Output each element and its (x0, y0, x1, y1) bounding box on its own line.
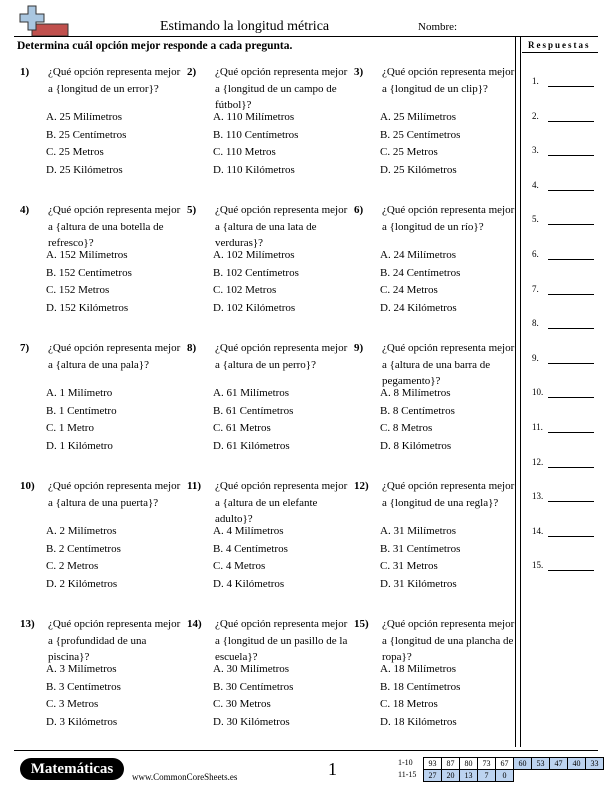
answer-number: 1. (532, 76, 539, 86)
question-text: ¿Qué opción representa mejor a {longitud de un error}? (48, 66, 181, 95)
site-url: www.CommonCoreSheets.es (132, 772, 238, 782)
score-cell: 47 (549, 757, 568, 770)
answer-blank[interactable] (548, 121, 594, 122)
score-row-label: 11-15 (398, 770, 417, 779)
question-text: ¿Qué opción representa mejor a {altura de un perro}? (215, 342, 348, 371)
question-text: ¿Qué opción representa mejor a {longitud de una plancha de ropa}? (382, 618, 515, 663)
question-number: 5) (187, 204, 197, 216)
option-item: C. 2 Metros (46, 560, 99, 572)
option-item: C. 3 Metros (46, 698, 99, 710)
option-item: C. 25 Metros (380, 146, 438, 158)
page-title: Estimando la longitud métrica (160, 19, 330, 34)
option-item: C. 61 Metros (213, 422, 271, 434)
answer-number: 4. (532, 179, 539, 190)
answer-number: 5. (532, 214, 539, 225)
option-item: D. 30 Kilómetros (213, 715, 290, 728)
option-item: B. 152 Centímetros (46, 266, 132, 279)
answer-blank[interactable] (548, 501, 594, 502)
options-list (380, 385, 455, 455)
question-text: ¿Qué opción representa mejor a {longitud de un clip}? (382, 66, 515, 95)
answer-line[interactable] (532, 318, 539, 328)
options-list (46, 385, 117, 455)
option-item: C. 31 Metros (380, 560, 438, 572)
option-item: B. 4 Centímetros (213, 542, 288, 555)
option-item: B. 110 Centímetros (213, 128, 299, 141)
option-item: B. 25 Centímetros (380, 128, 461, 141)
options-list (46, 109, 126, 179)
answer-line[interactable] (532, 491, 543, 501)
option-item: A. 25 Milímetros (46, 111, 123, 123)
option-item: A. 31 Milímetros (380, 525, 457, 537)
answer-blank[interactable] (548, 570, 594, 571)
brand-logo: Matemáticas (20, 758, 124, 780)
option-item: B. 102 Centímetros (213, 266, 299, 279)
score-cell: 33 (585, 757, 604, 770)
answer-line[interactable] (532, 422, 543, 432)
answer-line[interactable] (532, 457, 543, 467)
option-item: C. 4 Metros (213, 560, 266, 572)
score-cell: 13 (459, 769, 478, 782)
answer-line[interactable] (532, 387, 543, 397)
option-item: D. 2 Kilómetros (46, 577, 118, 590)
answer-blank[interactable] (548, 363, 594, 364)
option-item: B. 18 Centímetros (380, 680, 461, 693)
option-item: A. 25 Milímetros (380, 111, 457, 123)
answer-number: 6. (532, 249, 539, 259)
question-number: 7) (20, 342, 30, 354)
answer-number: 10. (532, 387, 544, 398)
options-list (380, 523, 460, 593)
option-item: A. 61 Milímetros (213, 387, 290, 399)
answer-line[interactable] (532, 249, 539, 259)
option-item: B. 24 Centímetros (380, 266, 461, 279)
question-text: ¿Qué opción representa mejor a {longitud de una regla}? (382, 480, 515, 509)
option-item: C. 30 Metros (213, 698, 271, 710)
options-list (46, 523, 121, 593)
answer-blank[interactable] (548, 397, 594, 398)
answer-blank[interactable] (548, 190, 594, 191)
option-item: C. 8 Metros (380, 422, 433, 434)
score-row-label: 1-10 (398, 758, 413, 767)
question-number: 6) (354, 204, 364, 216)
question-number: 2) (187, 66, 197, 78)
answer-number: 2. (532, 110, 539, 121)
option-item: D. 24 Kilómetros (380, 301, 457, 314)
answer-number: 11. (532, 422, 543, 432)
question-number: 1) (20, 66, 30, 78)
answer-blank[interactable] (548, 467, 594, 468)
option-item: B. 30 Centímetros (213, 680, 294, 693)
options-list (46, 247, 132, 317)
option-item: D. 102 Kilómetros (213, 301, 296, 314)
option-item: A. 24 Milímetros (380, 249, 457, 261)
question-text: ¿Qué opción representa mejor a {longitud de un río}? (382, 204, 515, 233)
answer-line[interactable] (532, 526, 543, 536)
option-item: A. 1 Milímetro (46, 387, 113, 399)
option-item: D. 61 Kilómetros (213, 439, 290, 452)
answer-number: 8. (532, 318, 539, 329)
question-number: 8) (187, 342, 197, 354)
question-number: 15) (354, 618, 369, 630)
answer-blank[interactable] (548, 155, 594, 156)
question-text: ¿Qué opción representa mejor a {altura de una lata de verduras}? (215, 204, 348, 249)
option-item: C. 152 Metros (46, 284, 110, 296)
option-item: D. 18 Kilómetros (380, 715, 457, 728)
option-item: B. 3 Centímetros (46, 680, 121, 693)
score-cell: 27 (423, 769, 442, 782)
question-number: 12) (354, 480, 369, 492)
answer-line[interactable] (532, 284, 539, 294)
question-text: ¿Qué opción representa mejor a {profundidad de una piscina}? (48, 618, 181, 663)
option-item: D. 25 Kilómetros (380, 163, 457, 176)
score-cells (424, 769, 514, 782)
option-item: D. 25 Kilómetros (46, 163, 123, 176)
option-item: D. 3 Kilómetros (46, 715, 118, 728)
option-item: B. 61 Centímetros (213, 404, 294, 417)
option-item: C. 102 Metros (213, 284, 277, 296)
question-text: ¿Qué opción representa mejor a {altura de una barra de pegamento}? (382, 342, 515, 387)
option-item: A. 18 Milímetros (380, 663, 457, 675)
question-text: ¿Qué opción representa mejor a {altura de una pala}? (48, 342, 181, 371)
option-item: D. 4 Kilómetros (213, 577, 285, 590)
answer-number: 7. (532, 283, 539, 294)
question-number: 9) (354, 342, 364, 354)
option-item: A. 4 Milímetros (213, 525, 284, 537)
answer-blank[interactable] (548, 328, 594, 329)
score-cell: 40 (567, 757, 586, 770)
question-number: 10) (20, 480, 35, 492)
options-list (213, 247, 299, 317)
score-cell: 20 (441, 769, 460, 782)
option-item: C. 18 Metros (380, 698, 438, 710)
options-list (213, 109, 298, 179)
instructions: Determina cuál opción mejor responde a cada pregunta. (17, 40, 293, 52)
option-item: C. 25 Metros (46, 146, 104, 158)
options-list (46, 661, 121, 731)
answer-line[interactable] (532, 145, 539, 155)
score-cell: 73 (477, 757, 496, 770)
answer-number: 3. (532, 145, 539, 156)
answer-line[interactable] (532, 76, 539, 86)
option-item: B. 2 Centímetros (46, 542, 121, 555)
option-item: C. 24 Metros (380, 284, 438, 296)
score-cell: 53 (531, 757, 550, 770)
answer-number: 14. (532, 525, 544, 536)
answer-number: 12. (532, 456, 544, 467)
option-item: A. 8 Milímetros (380, 387, 451, 399)
answers-column-divider-inner (520, 37, 521, 747)
options-list (213, 661, 293, 731)
options-list (213, 385, 293, 455)
score-cell: 67 (495, 757, 514, 770)
option-item: A. 152 Milímetros (46, 249, 128, 261)
question-number: 13) (20, 618, 35, 630)
score-cell: 0 (495, 769, 514, 782)
question-number: 3) (354, 66, 364, 78)
answer-number: 13. (532, 491, 544, 502)
answer-blank[interactable] (548, 432, 594, 433)
answer-blank[interactable] (548, 86, 594, 87)
option-item: D. 8 Kilómetros (380, 439, 452, 452)
answer-blank[interactable] (548, 259, 594, 260)
question-number: 4) (20, 204, 30, 216)
name-label: Nombre: (418, 21, 458, 33)
option-item: D. 110 Kilómetros (213, 163, 295, 176)
options-list (380, 247, 460, 317)
option-item: C. 1 Metro (46, 422, 94, 434)
options-list (213, 523, 288, 593)
plus-minus-logo-icon (18, 4, 70, 38)
answers-heading: Respuestas (528, 40, 591, 50)
answer-line[interactable] (532, 560, 543, 570)
question-number: 11) (187, 480, 202, 492)
score-cell: 7 (477, 769, 496, 782)
option-item: A. 110 Milímetros (213, 111, 295, 123)
option-item: B. 25 Centímetros (46, 128, 127, 141)
score-cell: 87 (441, 757, 460, 770)
option-item: B. 1 Centímetro (46, 404, 117, 417)
answer-blank[interactable] (548, 294, 594, 295)
option-item: C. 110 Metros (213, 146, 276, 158)
option-item: D. 1 Kilómetro (46, 439, 113, 452)
option-item: D. 152 Kilómetros (46, 301, 129, 314)
answer-blank[interactable] (548, 536, 594, 537)
page-number: 1 (328, 759, 337, 779)
question-number: 14) (187, 618, 202, 630)
answer-line[interactable] (532, 214, 539, 224)
option-item: D. 31 Kilómetros (380, 577, 457, 590)
option-item: B. 8 Centímetros (380, 404, 455, 417)
option-item: A. 102 Milímetros (213, 249, 295, 261)
question-text: ¿Qué opción representa mejor a {altura de una botella de refresco}? (48, 204, 181, 249)
score-cell: 93 (423, 757, 442, 770)
answer-line[interactable] (532, 111, 539, 121)
answer-blank[interactable] (548, 224, 594, 225)
answer-number: 15. (532, 560, 544, 571)
score-cell: 80 (459, 757, 478, 770)
answer-number: 9. (532, 352, 539, 363)
score-cell: 60 (513, 757, 532, 770)
answers-heading-rule (522, 52, 598, 53)
answer-line[interactable] (532, 180, 539, 190)
header-divider (14, 36, 598, 37)
option-item: B. 31 Centímetros (380, 542, 461, 555)
question-text: ¿Qué opción representa mejor a {longitud de un campo de fútbol}? (215, 66, 348, 111)
option-item: A. 3 Milímetros (46, 663, 117, 675)
question-text: ¿Qué opción representa mejor a {longitud de un pasillo de la escuela}? (215, 618, 348, 663)
answer-line[interactable] (532, 353, 539, 363)
footer-divider (14, 750, 598, 751)
option-item: A. 2 Milímetros (46, 525, 117, 537)
options-list (380, 109, 460, 179)
question-text: ¿Qué opción representa mejor a {altura de un elefante adulto}? (215, 480, 348, 525)
option-item: A. 30 Milímetros (213, 663, 290, 675)
options-list (380, 661, 460, 731)
question-text: ¿Qué opción representa mejor a {altura de una puerta}? (48, 480, 181, 509)
